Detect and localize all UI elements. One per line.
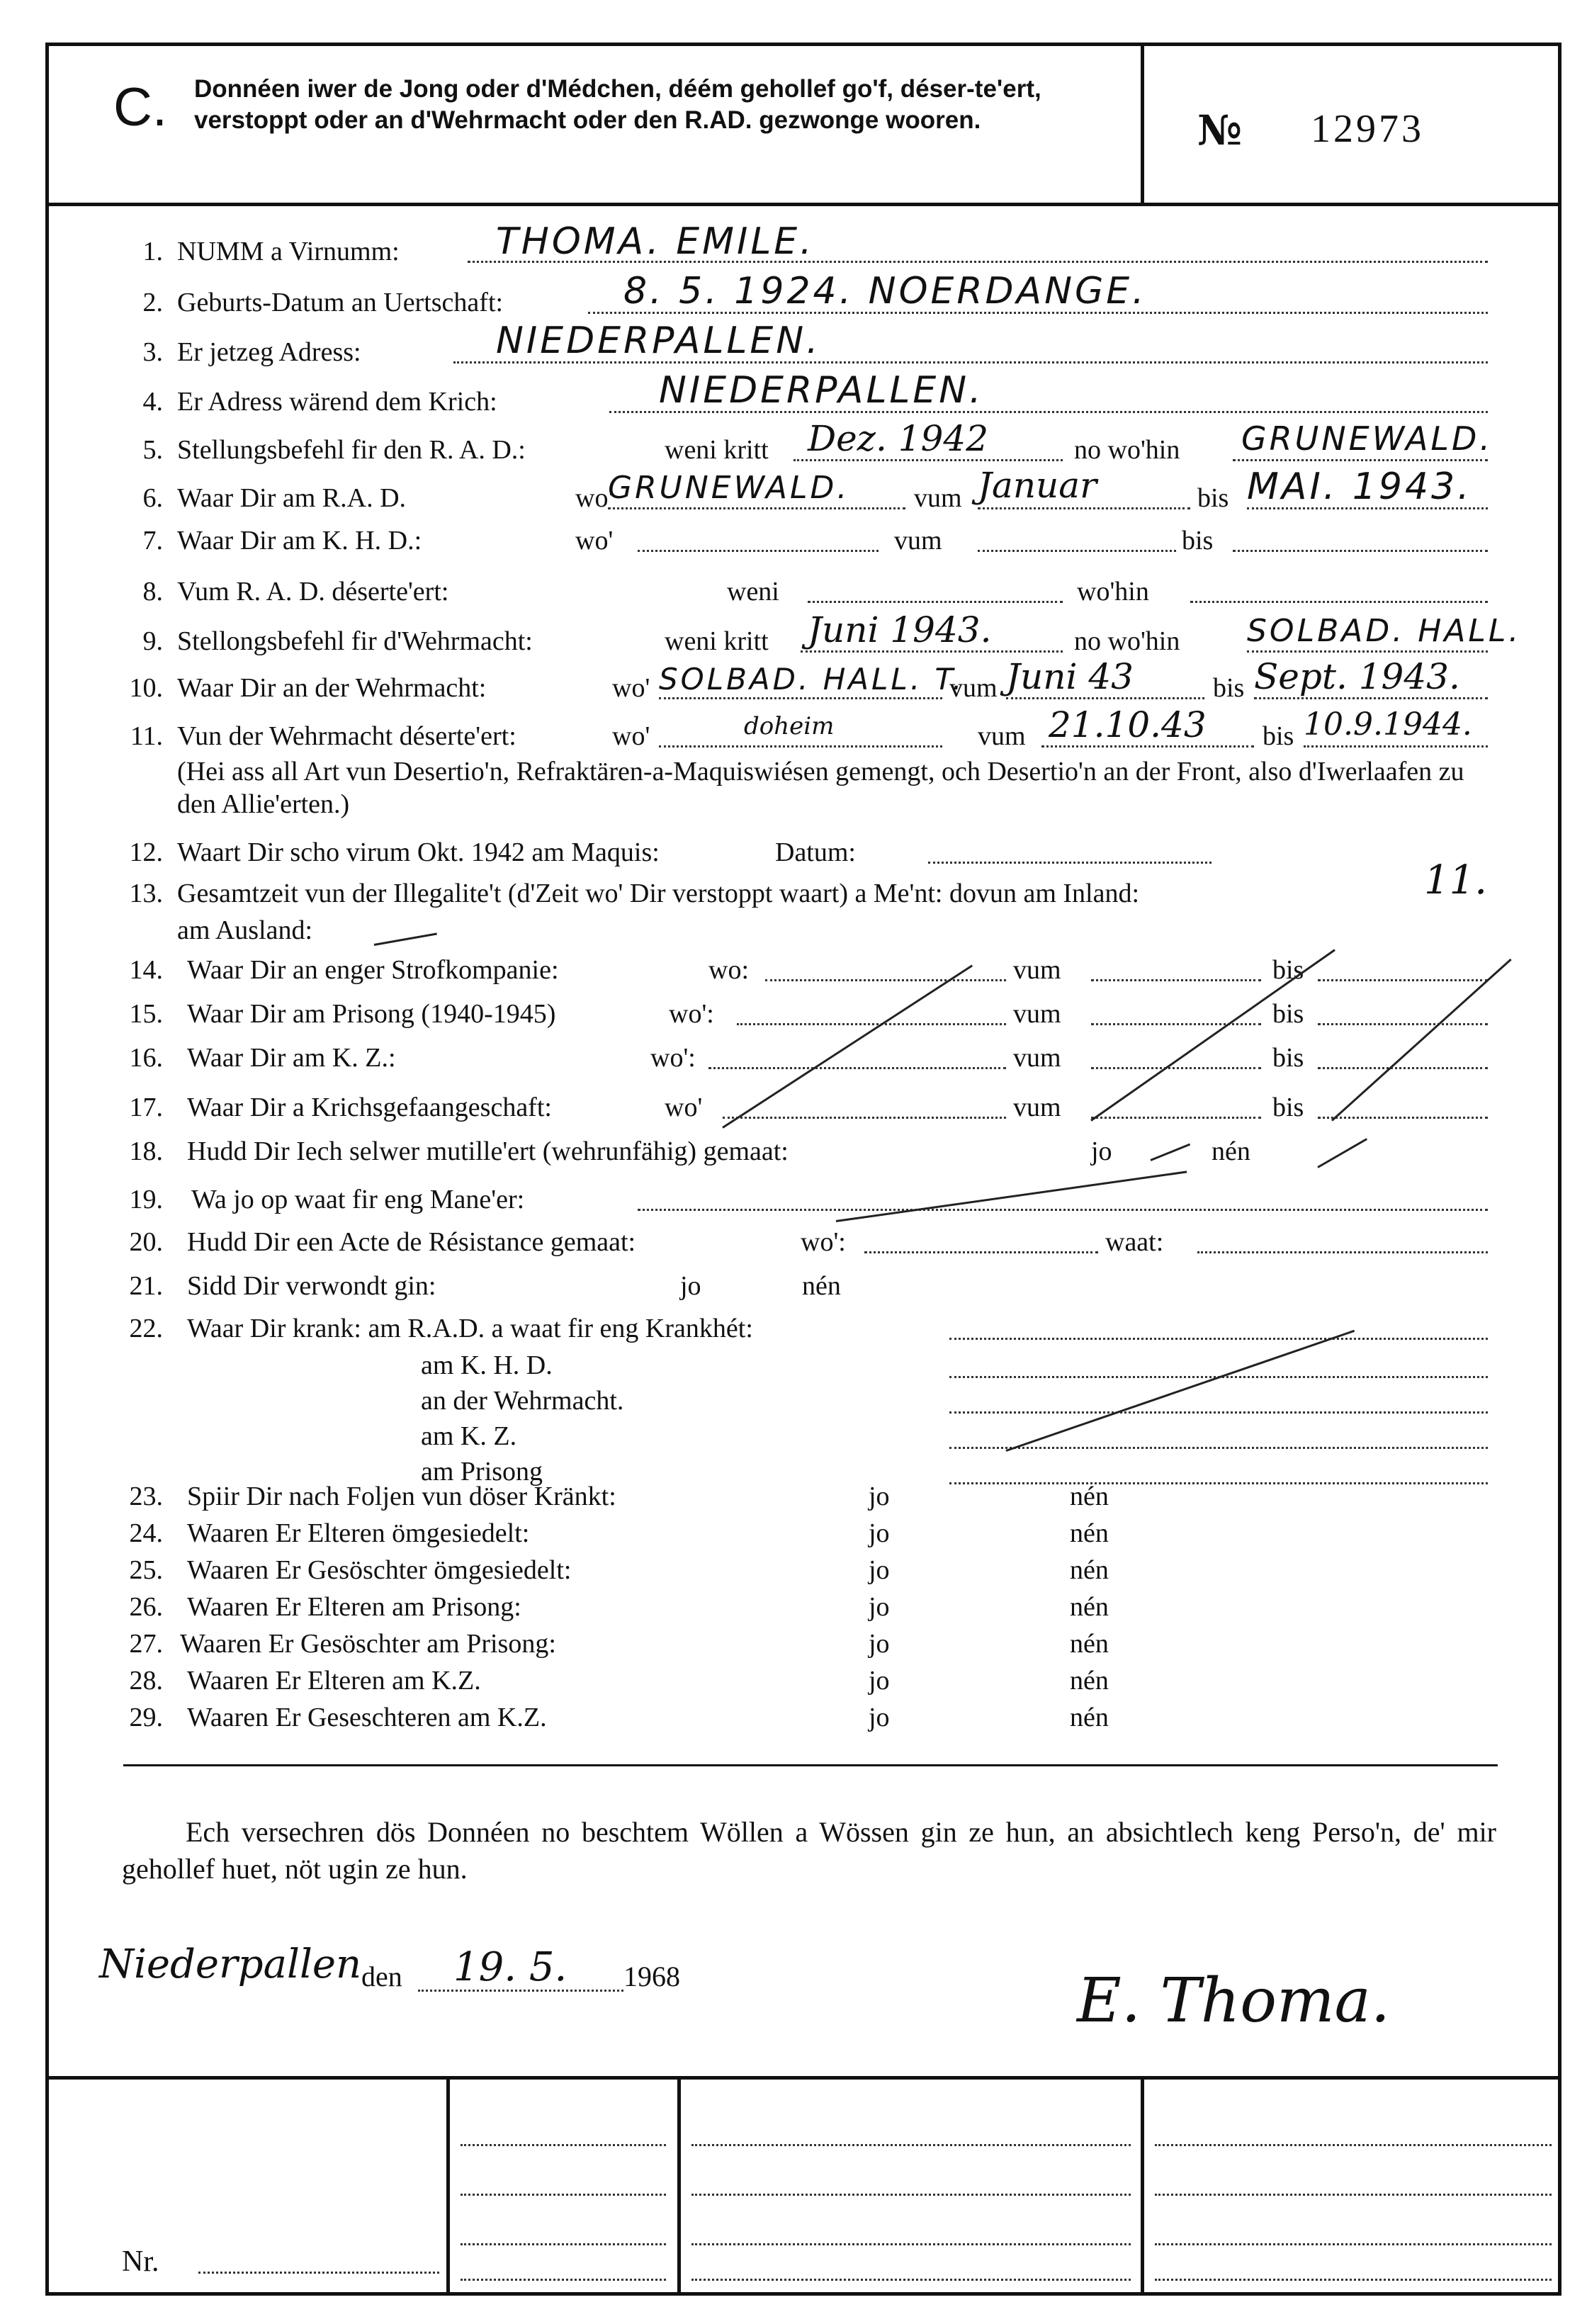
- field-label: Geburts-Datum an Uertschaft:: [177, 288, 504, 317]
- option-nen: nén: [1070, 1482, 1109, 1511]
- option-nen: nén: [1070, 1629, 1109, 1659]
- answer-line: [1190, 575, 1488, 603]
- field-label: wo': [612, 673, 650, 703]
- field-row-7: [0, 524, 1587, 567]
- handwritten-answer: MAI. 1943.: [1247, 466, 1472, 508]
- field-label: Waar Dir an enger Strofkompanie:: [187, 955, 559, 985]
- header-rule: [45, 203, 1561, 206]
- row-number: 11.: [130, 721, 163, 751]
- answer-line: [1318, 1091, 1488, 1119]
- answer-line: [928, 836, 1212, 864]
- row-number: 22.: [129, 1314, 163, 1343]
- field-label: bis: [1263, 721, 1294, 751]
- field-label: Waar Dir am Prisong (1940-1945): [187, 999, 556, 1029]
- field-label: vum: [914, 483, 962, 513]
- field-label: weni: [727, 577, 779, 607]
- box-line: [691, 2168, 1131, 2196]
- row-number: 28.: [129, 1666, 163, 1696]
- field-label: Wa jo op waat fir eng Mane'er:: [191, 1185, 525, 1214]
- field-row-6: [0, 465, 1587, 524]
- nr-line: [198, 2246, 439, 2274]
- field-label: wo':: [801, 1227, 846, 1257]
- field-label: waat:: [1105, 1227, 1164, 1257]
- box-line: [691, 2119, 1131, 2146]
- row-number: 23.: [129, 1482, 163, 1511]
- field-label: Waar Dir an der Wehrmacht:: [177, 673, 487, 703]
- field-label: bis: [1213, 673, 1245, 703]
- row-number: 20.: [129, 1227, 163, 1257]
- box-line: [461, 2218, 666, 2245]
- signing-date: 19. 5.: [453, 1944, 567, 1990]
- field-label: Waar Dir krank: am R.A.D. a waat fir eng Krankhét:: [187, 1314, 753, 1343]
- field-label: am Ausland:: [177, 915, 313, 945]
- field-label: nén: [802, 1271, 841, 1301]
- row-number: 26.: [129, 1592, 163, 1622]
- box-line: [1155, 2218, 1552, 2245]
- answer-line: [608, 482, 905, 509]
- box-line: [1155, 2253, 1552, 2281]
- row-number: 4.: [142, 387, 163, 417]
- signing-place: Niederpallen: [99, 1941, 362, 1987]
- row-number: 5.: [142, 435, 163, 465]
- handwritten-answer: doheim: [744, 712, 835, 740]
- answer-line: [737, 998, 1006, 1025]
- field-label: Waaren Er Gesöschter am Prisong:: [180, 1629, 556, 1659]
- field-label: Waar Dir am K. Z.:: [187, 1043, 396, 1073]
- row-number: 25.: [129, 1555, 163, 1585]
- field-label: bis: [1272, 1043, 1304, 1073]
- answer-line: [723, 1091, 1006, 1119]
- box-divider: [446, 2076, 450, 2296]
- field-row-20: [0, 1226, 1587, 1268]
- handwritten-answer: THOMA. EMILE.: [496, 220, 815, 263]
- field-label: wo': [612, 721, 650, 751]
- option-jo: jo: [869, 1592, 890, 1622]
- field-label: vum: [978, 721, 1026, 751]
- field-label: NUMM a Virnumm:: [177, 237, 400, 266]
- handwritten-answer: Juni 1943.: [808, 609, 992, 650]
- answer-line: [949, 1312, 1488, 1340]
- row-number: 24.: [129, 1518, 163, 1548]
- field-label: wo':: [650, 1043, 696, 1073]
- row-number: 6.: [142, 483, 163, 513]
- answer-line: [638, 1183, 1488, 1211]
- handwritten-answer: Januar: [978, 465, 1097, 506]
- answer-line: [1091, 998, 1261, 1025]
- answer-line: [949, 1350, 1488, 1378]
- strike-mark: [1150, 1144, 1190, 1161]
- header-divider: [1141, 43, 1144, 203]
- option-nen: nén: [1070, 1592, 1109, 1622]
- handwritten-answer: SOLBAD. HALL.: [1247, 613, 1522, 649]
- row-number: 3.: [142, 337, 163, 367]
- field-row-13: [0, 857, 1587, 945]
- answer-line: [708, 1042, 1006, 1069]
- field-label: vum: [1013, 999, 1061, 1029]
- option-nen: nén: [1070, 1518, 1109, 1548]
- field-label: Spiir Dir nach Foljen vun döser Kränkt:: [187, 1482, 616, 1511]
- bottom-rule: [45, 2076, 1561, 2080]
- field-label: Waaren Er Gesöschter ömgesiedelt:: [187, 1555, 572, 1585]
- answer-line: [1091, 954, 1261, 981]
- row-number: 27.: [129, 1629, 163, 1659]
- field-label: Waart Dir scho virum Okt. 1942 am Maquis:: [177, 837, 660, 867]
- subitem-label: am K. Z.: [421, 1421, 517, 1451]
- field-label: Waaren Er Elteren am Prisong:: [187, 1592, 521, 1622]
- row-number: 7.: [142, 526, 163, 555]
- field-row-15: [0, 998, 1587, 1040]
- field-row-8: [0, 575, 1587, 618]
- handwritten-answer: 11.: [1424, 857, 1488, 903]
- answer-line: [1318, 954, 1488, 981]
- field-row-12: [0, 836, 1587, 879]
- field-label: Hudd Dir Iech selwer mutille'ert (wehrunfähig) gemaat:: [187, 1136, 789, 1166]
- field-label: Waaren Er Geseschteren am K.Z.: [187, 1703, 547, 1732]
- illness-subitems: [421, 1348, 623, 1489]
- box-line: [691, 2253, 1131, 2281]
- field-label: vum: [1013, 955, 1061, 985]
- field-label: nén: [1212, 1136, 1250, 1166]
- field-label: vum: [894, 526, 942, 555]
- field-label: vum: [1013, 1043, 1061, 1073]
- field-label: Sidd Dir verwondt gin:: [187, 1271, 436, 1301]
- subitem-label: am Prisong: [421, 1457, 543, 1487]
- box-line: [1155, 2119, 1552, 2146]
- handwritten-answer: 10.9.1944.: [1304, 706, 1472, 743]
- row-number: 9.: [142, 626, 163, 656]
- row-number: 16.: [129, 1043, 163, 1073]
- option-nen: nén: [1070, 1555, 1109, 1585]
- nr-label: Nr.: [122, 2245, 159, 2278]
- field-label: wo'hin: [1077, 577, 1149, 607]
- den-label: den: [361, 1961, 402, 1992]
- field-label: Stellungsbefehl fir den R. A. D.:: [177, 435, 526, 465]
- field-label: Er Adress wärend dem Krich:: [177, 387, 497, 417]
- field-row-21: [0, 1270, 1587, 1312]
- row-number: 21.: [129, 1271, 163, 1301]
- field-label: Waar Dir a Krichsgefaangeschaft:: [187, 1093, 552, 1122]
- form-number: 12973: [1311, 107, 1424, 151]
- field-label: no wo'hin: [1074, 626, 1180, 656]
- row-number: 12.: [129, 837, 163, 867]
- field-label: weni kritt: [665, 435, 769, 465]
- field-label: bis: [1197, 483, 1229, 513]
- field-label: bis: [1272, 999, 1304, 1029]
- field-label: Waar Dir am K. H. D.:: [177, 526, 422, 555]
- subitem-label: am K. H. D.: [421, 1350, 553, 1380]
- field-row-18: [0, 1135, 1587, 1178]
- row-number: 14.: [129, 955, 163, 985]
- field-row-19: [0, 1183, 1587, 1226]
- row-number: 19.: [129, 1185, 163, 1214]
- box-line: [691, 2218, 1131, 2245]
- declaration-text: Ech versechren dös Donnéen no beschtem Wöllen a Wössen gin ze hun, an absichtlech keng Perso'n, de' mir gehollef huet, nöt ugin ze hun.: [122, 1816, 1496, 1885]
- handwritten-answer: Juni 43: [1006, 656, 1134, 697]
- field-label: wo:: [708, 955, 749, 985]
- box-divider: [677, 2076, 681, 2296]
- field-label: bis: [1272, 955, 1304, 985]
- field-label: Vun der Wehrmacht déserte'ert:: [177, 721, 516, 751]
- field-label: Er jetzeg Adress:: [177, 337, 361, 367]
- field-label: Datum:: [775, 837, 856, 867]
- field-label: wo': [575, 526, 614, 555]
- box-line: [461, 2253, 666, 2281]
- row-number: 8.: [142, 577, 163, 607]
- answer-line: [978, 524, 1176, 552]
- field-label: jo: [680, 1271, 701, 1301]
- field-label: Waaren Er Elteren ömgesiedelt:: [187, 1518, 530, 1548]
- box-divider: [1141, 2076, 1144, 2296]
- option-nen: nén: [1070, 1703, 1109, 1732]
- handwritten-answer: Dez. 1942: [808, 418, 989, 459]
- section-intro: Donnéen iwer de Jong oder d'Médchen, déém gehollef go'f, déser-te'ert, verstoppt oder an d'Wehrmacht oder den R.AD. gezwonge wooren.: [194, 75, 1041, 134]
- subitem-label: an der Wehrmacht.: [421, 1386, 624, 1416]
- option-jo: jo: [869, 1518, 890, 1548]
- field-label: jo: [1091, 1136, 1112, 1166]
- row-number: 13.: [129, 879, 163, 908]
- handwritten-answer: 21.10.43: [1049, 704, 1207, 745]
- answer-line: [808, 575, 1063, 603]
- row-number: 15.: [129, 999, 163, 1029]
- option-jo: jo: [869, 1555, 890, 1585]
- handwritten-answer: 8. 5. 1924. NOERDANGE.: [623, 270, 1147, 312]
- field-label: Gesamtzeit vun der Illegalite't (d'Zeit wo' Dir verstoppt waart) a Me'nt: dovun am Inland:: [177, 879, 1140, 908]
- field-label: no wo'hin: [1074, 435, 1180, 465]
- field-label: wo': [665, 1093, 703, 1122]
- section-separator: [123, 1764, 1498, 1766]
- field-row-17: [0, 1091, 1587, 1134]
- field-label: Waar Dir am R.A. D.: [177, 483, 407, 513]
- box-line: [1155, 2168, 1552, 2196]
- answer-line: [1233, 524, 1488, 552]
- field-label: wo': [575, 483, 614, 513]
- option-jo: jo: [869, 1629, 890, 1659]
- option-jo: jo: [869, 1666, 890, 1696]
- field-label: Vum R. A. D. déserte'ert:: [177, 577, 449, 607]
- field-row-16: [0, 1042, 1587, 1084]
- handwritten-answer: GRUNEWALD.: [608, 470, 850, 506]
- signing-year: 1968: [623, 1961, 680, 1992]
- field-label: weni kritt: [665, 626, 769, 656]
- field-label: bis: [1272, 1093, 1304, 1122]
- field-label: Stellongsbefehl fir d'Wehrmacht:: [177, 626, 533, 656]
- field-label: bis: [1182, 526, 1214, 555]
- row-number: 18.: [129, 1136, 163, 1166]
- field-label: vum: [949, 673, 998, 703]
- handwritten-answer: Sept. 1943.: [1254, 656, 1460, 697]
- handwritten-answer: NIEDERPALLEN.: [659, 369, 984, 412]
- option-jo: jo: [869, 1482, 890, 1511]
- box-line: [461, 2168, 666, 2196]
- option-jo: jo: [869, 1703, 890, 1732]
- note-desertion: (Hei ass all Art vun Desertio'n, Refraktären-a-Maquiswiésen gemengt, och Desertio'n an der Front, also d'Iwerlaafen zu den Allie'erten.): [177, 757, 1464, 819]
- box-line: [461, 2119, 666, 2146]
- field-row-14: [0, 954, 1587, 996]
- answer-line: [949, 1421, 1488, 1449]
- answer-line: [1197, 1226, 1488, 1253]
- strike-mark: [1317, 1138, 1367, 1168]
- signature: E. Thoma.: [1077, 1965, 1391, 2036]
- field-label: vum: [1013, 1093, 1061, 1122]
- answer-line: [1091, 1091, 1261, 1119]
- field-label: Hudd Dir een Acte de Résistance gemaat:: [187, 1227, 636, 1257]
- answer-line: [1091, 1042, 1261, 1069]
- handwritten-answer: SOLBAD. HALL. T.: [659, 662, 965, 696]
- family-questions: [0, 1478, 1587, 1736]
- handwritten-answer: NIEDERPALLEN.: [496, 320, 821, 362]
- option-nen: nén: [1070, 1666, 1109, 1696]
- row-number: 1.: [142, 237, 163, 266]
- answer-line: [864, 1226, 1098, 1253]
- row-number: 17.: [129, 1093, 163, 1122]
- row-number: 10.: [129, 673, 163, 703]
- number-sign: №: [1197, 106, 1243, 154]
- row-number: 29.: [129, 1703, 163, 1732]
- handwritten-answer: GRUNEWALD.: [1241, 419, 1493, 458]
- section-letter: C.: [113, 77, 167, 137]
- answer-line: [949, 1386, 1488, 1414]
- answer-line: [638, 524, 879, 552]
- field-label: Waaren Er Elteren am K.Z.: [187, 1666, 481, 1696]
- row-number: 2.: [142, 288, 163, 317]
- field-label: wo':: [669, 999, 714, 1029]
